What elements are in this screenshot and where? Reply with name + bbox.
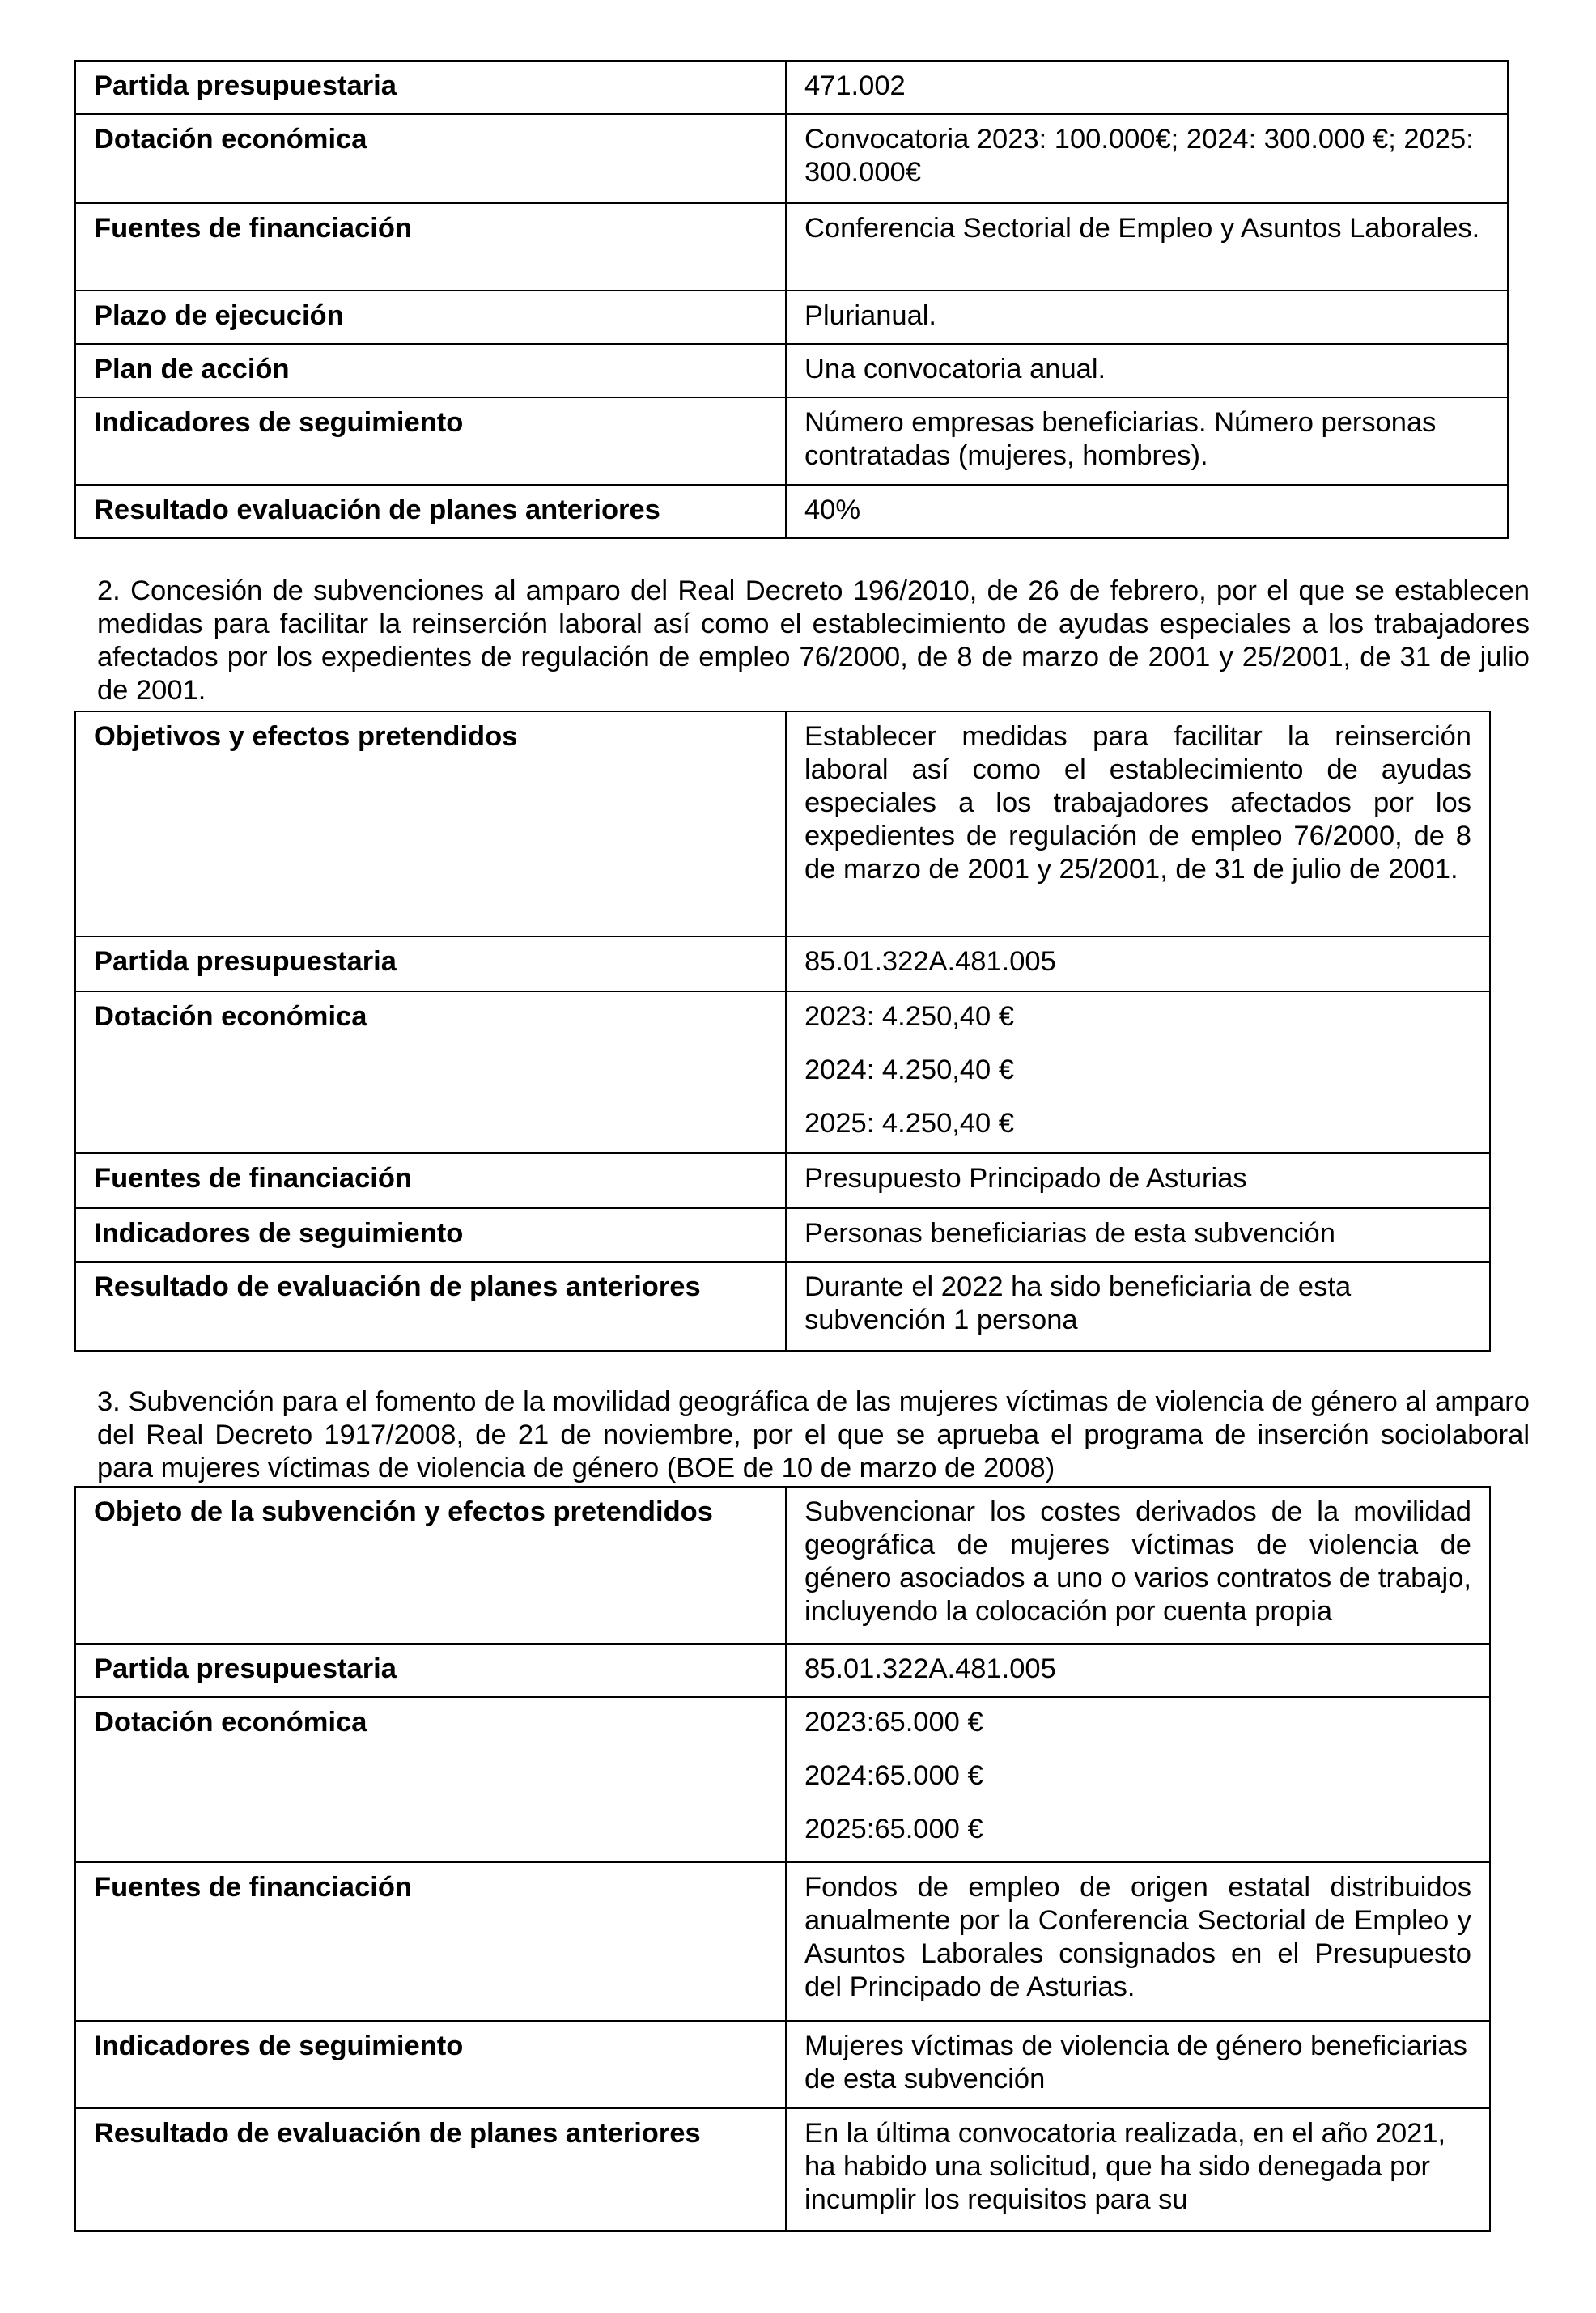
row-label: Fuentes de financiación	[75, 1153, 786, 1208]
row-label: Resultado de evaluación de planes anteriores	[75, 2108, 786, 2231]
row-value: Durante el 2022 ha sido beneficiaria de esta subvención 1 persona	[786, 1262, 1490, 1351]
table-row	[75, 1153, 1490, 1208]
row-label: Indicadores de seguimiento	[75, 1208, 786, 1262]
row-label: Objeto de la subvención y efectos pretendidos	[75, 1487, 786, 1644]
row-label: Partida presupuestaria	[75, 1644, 786, 1697]
row-value: En la última convocatoria realizada, en el año 2021, ha habido una solicitud, que ha sido denegada por incumplir los requisitos para su	[786, 2108, 1490, 2231]
table-row	[75, 2108, 1490, 2231]
row-value	[786, 991, 1490, 1153]
row-value: Establecer medidas para facilitar la reinserción laboral así como el establecimiento de ayudas especiales a los trabajadores afectados por los expedientes de regulación de empleo 76/2000, de 8 de marzo de 2001 y 25/2001, de 31 de julio de 2001.	[786, 711, 1490, 936]
table-row	[75, 397, 1508, 485]
table-row	[75, 291, 1508, 344]
row-label: Fuentes de financiación	[75, 1862, 786, 2021]
row-value: Número empresas beneficiarias. Número personas contratadas (mujeres, hombres).	[786, 397, 1508, 485]
table-row	[75, 61, 1508, 114]
table-row	[75, 1262, 1490, 1351]
row-label: Plazo de ejecución	[75, 291, 786, 344]
table-convocatoria	[74, 60, 1509, 539]
table-row	[75, 485, 1508, 538]
row-label: Dotación económica	[75, 114, 786, 203]
section-3-heading: 3. Subvención para el fomento de la movilidad geográfica de las mujeres víctimas de violencia de género al amparo del Real Decreto 1917/2008, de 21 de noviembre, por el que se aprueba el programa de inserción sociolaboral para mujeres víctimas de violencia de género (BOE de 10 de marzo de 2008)	[97, 1386, 1530, 1483]
budget-line: 2025: 4.250,40 €	[804, 1108, 1014, 1139]
budget-line: 2024: 4.250,40 €	[804, 1055, 1014, 1085]
row-value: 471.002	[786, 61, 1508, 114]
section-2-heading: 2. Concesión de subvenciones al amparo del Real Decreto 196/2010, de 26 de febrero, por el que se establecen medidas para facilitar la reinserción laboral así como el establecimiento de ayudas especiales a los trabajadores afectados por los expedientes de regulación de empleo 76/2000, de 8 de marzo de 2001 y 25/2001, de 31 de julio de 2001.	[97, 575, 1530, 706]
table-row	[75, 711, 1490, 936]
table-row	[75, 991, 1490, 1153]
table-row	[75, 2021, 1490, 2108]
budget-line: 2023:65.000 €	[804, 1707, 983, 1738]
table-row	[75, 1644, 1490, 1697]
row-value	[786, 1697, 1490, 1862]
row-value: Una convocatoria anual.	[786, 344, 1508, 397]
row-value: Presupuesto Principado de Asturias	[786, 1153, 1490, 1208]
row-label: Objetivos y efectos pretendidos	[75, 711, 786, 936]
budget-line: 2025:65.000 €	[804, 1814, 983, 1844]
row-label: Resultado de evaluación de planes anteriores	[75, 1262, 786, 1351]
row-value: Convocatoria 2023: 100.000€; 2024: 300.000 €; 2025: 300.000€	[786, 114, 1508, 203]
budget-line: 2024:65.000 €	[804, 1760, 983, 1791]
row-label: Partida presupuestaria	[75, 936, 786, 991]
row-value: 85.01.322A.481.005	[786, 1644, 1490, 1697]
row-value: Personas beneficiarias de esta subvención	[786, 1208, 1490, 1262]
table-row	[75, 1697, 1490, 1862]
row-value: Subvencionar los costes derivados de la movilidad geográfica de mujeres víctimas de violencia de género asociados a uno o varios contratos de trabajo, incluyendo la colocación por cuenta propia	[786, 1487, 1490, 1644]
row-value: Conferencia Sectorial de Empleo y Asuntos Laborales.	[786, 203, 1508, 291]
row-value: 85.01.322A.481.005	[786, 936, 1490, 991]
budget-line: 2023: 4.250,40 €	[804, 1001, 1014, 1032]
table-row	[75, 1208, 1490, 1262]
row-label: Fuentes de financiación	[75, 203, 786, 291]
table-row	[75, 936, 1490, 991]
row-label: Plan de acción	[75, 344, 786, 397]
table-row	[75, 114, 1508, 203]
table-row	[75, 203, 1508, 291]
row-value: Fondos de empleo de origen estatal distribuidos anualmente por la Conferencia Sectorial de Empleo y Asuntos Laborales consignados en el Presupuesto del Principado de Asturias.	[786, 1862, 1490, 2021]
table-section-3	[74, 1486, 1491, 2232]
row-value: Mujeres víctimas de violencia de género beneficiarias de esta subvención	[786, 2021, 1490, 2108]
table-row	[75, 1487, 1490, 1644]
row-label: Indicadores de seguimiento	[75, 397, 786, 485]
table-row	[75, 1862, 1490, 2021]
table-row	[75, 344, 1508, 397]
row-value: Plurianual.	[786, 291, 1508, 344]
row-label: Resultado evaluación de planes anteriores	[75, 485, 786, 538]
row-label: Dotación económica	[75, 991, 786, 1153]
table-section-2	[74, 711, 1491, 1352]
row-label: Partida presupuestaria	[75, 61, 786, 114]
row-value: 40%	[786, 485, 1508, 538]
row-label: Indicadores de seguimiento	[75, 2021, 786, 2108]
row-label: Dotación económica	[75, 1697, 786, 1862]
